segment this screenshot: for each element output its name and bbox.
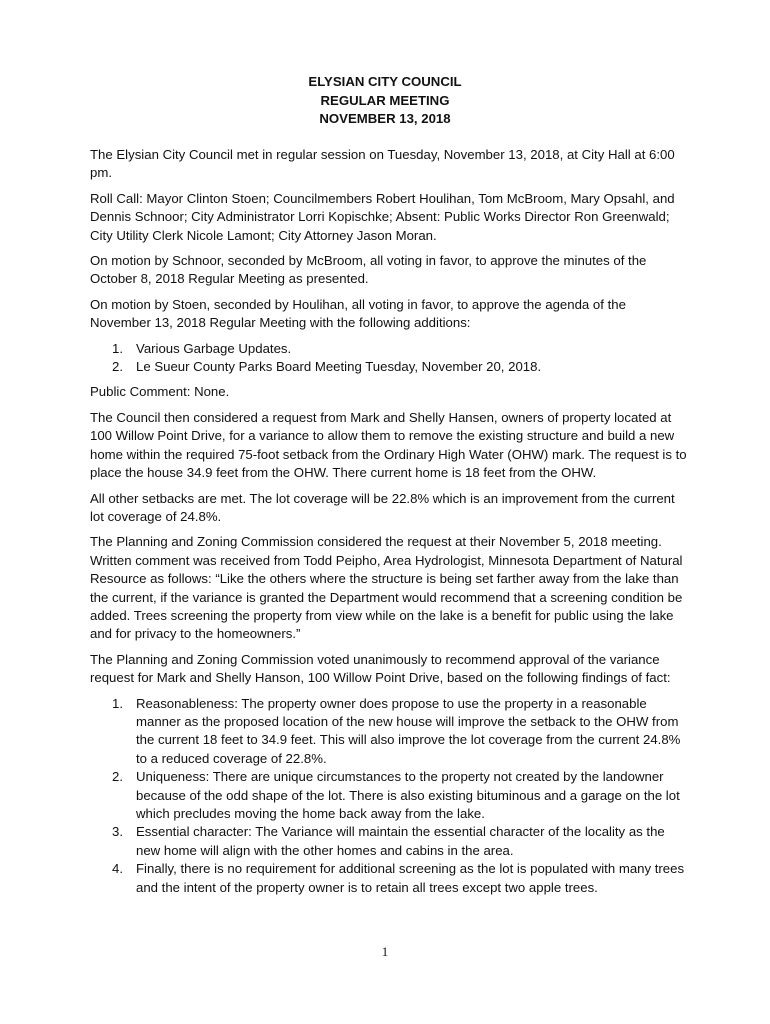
intro-paragraph: The Elysian City Council met in regular session on Tuesday, November 13, 2018, at City Hall at 6:00 pm. (90, 147, 675, 181)
variance-request-paragraph: The Council then considered a request from Mark and Shelly Hansen, owners of property located at 100 Willow Point Drive, for a variance to allow them to remove the existing structure and build a new home within the required 75-foot setback from the Ordinary High Water (OHW) mark. The request is to place the house 34.9 feet from the OHW. There current home is 18 feet from the OHW. (90, 409, 687, 481)
list-item (90, 768, 690, 823)
minutes-body (90, 146, 690, 904)
list-item-text: Reasonableness: The property owner does propose to use the property in a reasonable manner as the proposed location of the new house will improve the setback to the OHW from the current 18 feet to 34.9 feet. This will also improve the lot coverage from the current 24.8% to a reduced coverage of 22.8%. (136, 695, 681, 766)
setbacks-paragraph: All other setbacks are met. The lot coverage will be 22.8% which is an improvement from the current lot coverage of 24.8%. (90, 490, 675, 524)
list-item-number: 1. (112, 695, 123, 711)
planning-vote-paragraph: The Planning and Zoning Commission voted unanimously to recommend approval of the variance request for Mark and Shelly Hanson, 100 Willow Point Drive, based on the following findings of fact: (90, 651, 671, 686)
list-item (90, 823, 690, 860)
list-item-text: Various Garbage Updates. (136, 340, 292, 356)
document-heading (0, 73, 770, 129)
list-item-number: 2. (112, 769, 123, 785)
list-item (90, 695, 690, 769)
heading-meeting-type: REGULAR MEETING (320, 92, 450, 108)
list-item-text: Finally, there is no requirement for additional screening as the lot is populated with many trees and the intent of the property owner is to retain all trees except two apple trees. (136, 861, 685, 895)
list-item-number: 1. (112, 340, 123, 356)
list-item-number: 2. (112, 359, 123, 375)
list-item (90, 860, 690, 897)
heading-meeting-date: NOVEMBER 13, 2018 (319, 111, 451, 126)
list-item-text: Essential character: The Variance will maintain the essential character of the locality as the new home will align with the other homes and cabins in the area. (136, 824, 665, 858)
list-item-number: 3. (112, 824, 123, 840)
list-item (90, 358, 690, 376)
planning-comment-paragraph: The Planning and Zoning Commission considered the request at their November 5, 2018 meeting. Written comment was received from Todd Peipho, Area Hydrologist, Minnesota Department of Natural Resource as follows: “Like the others where the structure is being set farther away from the lake than the current, if the variance is granted the Department would recommend that a screening condition be added. Trees screening the property from view while on the lake is a benefit for public using the lake and for privacy to the homeowners.” (90, 534, 683, 642)
findings-list (90, 695, 690, 897)
page-number: 1 (381, 944, 389, 959)
minutes-motion-paragraph: On motion by Schnoor, seconded by McBroom, all voting in favor, to approve the minutes of the October 8, 2018 Regular Meeting as presented. (90, 253, 647, 287)
agenda-additions-list (90, 340, 690, 377)
list-item (90, 340, 690, 358)
agenda-motion-paragraph: On motion by Stoen, seconded by Houlihan, all voting in favor, to approve the agenda of the November 13, 2018 Regular Meeting with the following additions: (90, 296, 626, 331)
public-comment-paragraph: Public Comment: None. (90, 384, 230, 400)
list-item-number: 4. (112, 861, 123, 877)
heading-council-name: ELYSIAN CITY COUNCIL (308, 74, 462, 89)
list-item-text: Uniqueness: There are unique circumstances to the property not created by the landowner because of the odd shape of the lot. There is also existing bituminous and a garage on the lot which precludes moving the home back away from the lake. (136, 769, 680, 821)
list-item-text: Le Sueur County Parks Board Meeting Tuesday, November 20, 2018. (136, 359, 542, 375)
roll-call-paragraph: Roll Call: Mayor Clinton Stoen; Councilmembers Robert Houlihan, Tom McBroom, Mary Opsahl, and Dennis Schnoor; City Administrator Lorri Kopischke; Absent: Public Works Director Ron Greenwald; City Utility Clerk Nicole Lamont; City Attorney Jason Moran. (90, 190, 675, 243)
